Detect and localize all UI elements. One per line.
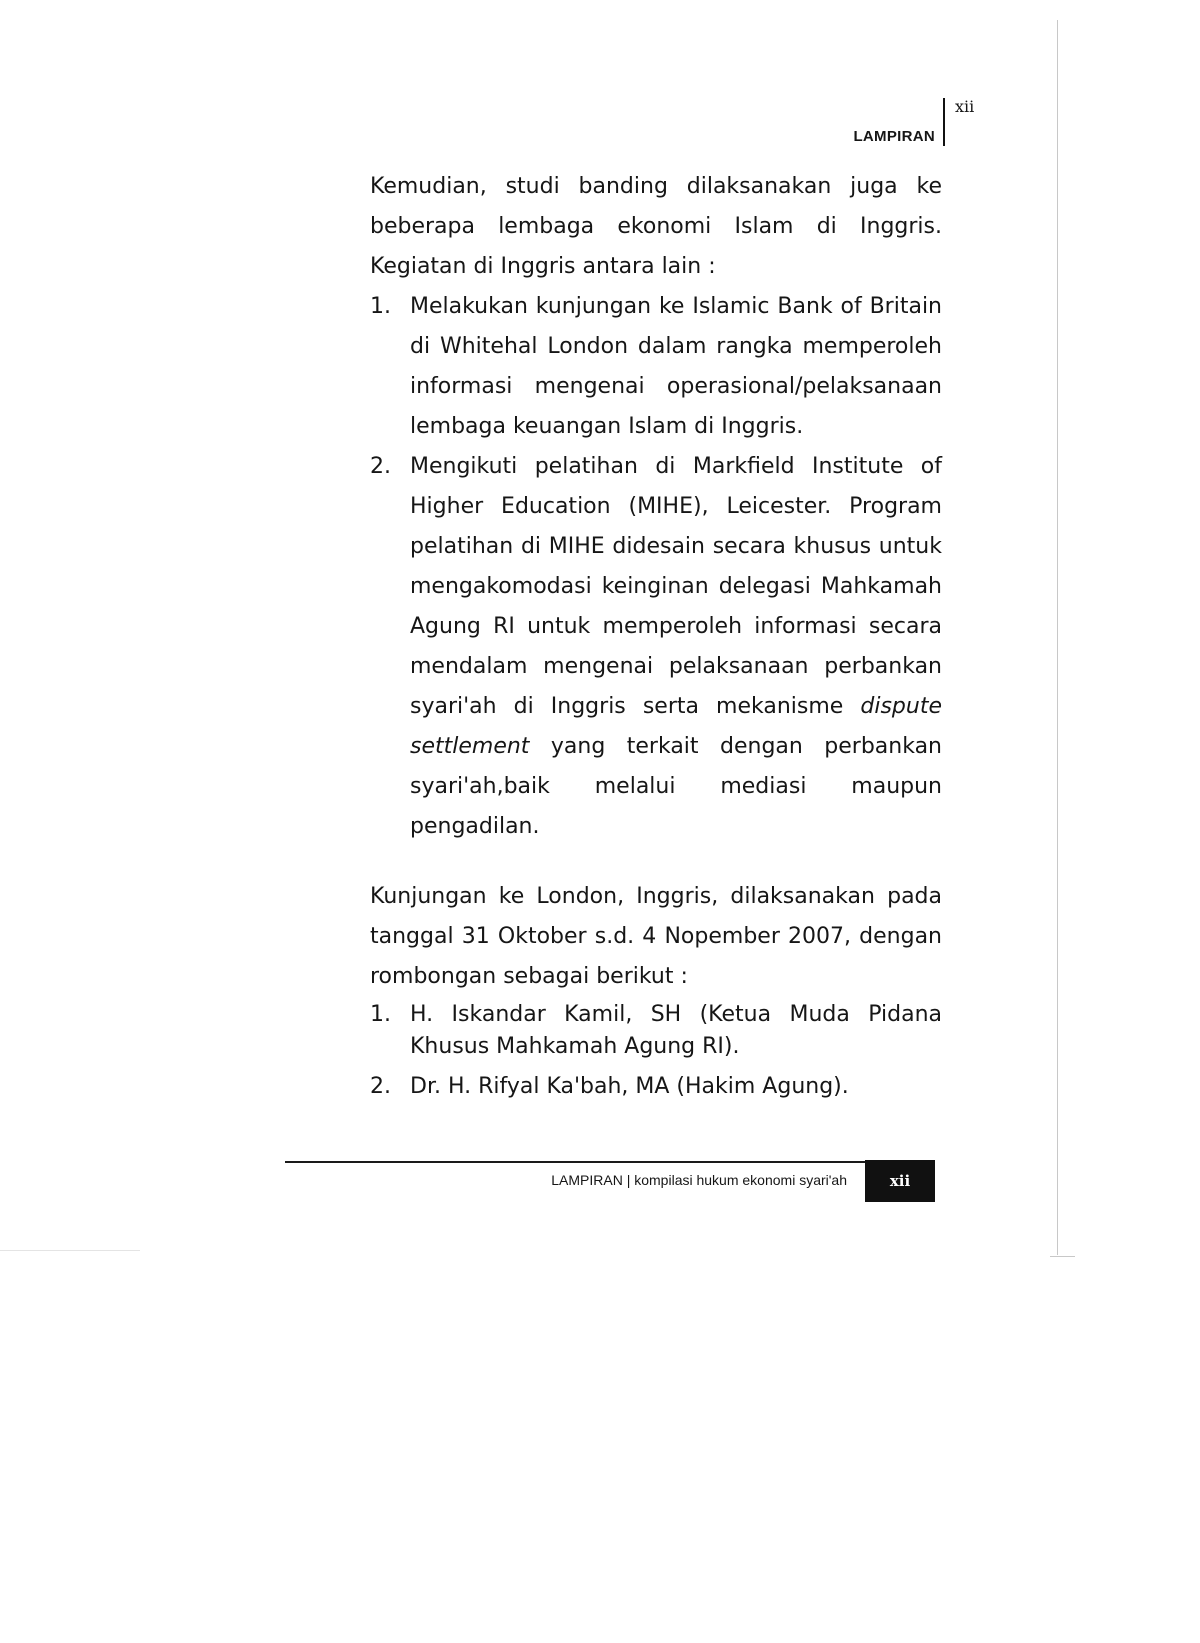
member-item-2	[370, 1067, 942, 1107]
member-text: H. Iskandar Kamil, SH (Ketua Muda Pidana Khusus Mahkamah Agung RI).	[410, 1002, 942, 1059]
member-item-1	[370, 999, 942, 1063]
visit-paragraph: Kunjungan ke London, Inggris, dilaksanakan pada tanggal 31 Oktober s.d. 4 Nopember 2007, dengan rombongan sebagai berikut :	[370, 884, 942, 989]
intro-paragraph: Kemudian, studi banding dilaksanakan juga ke beberapa lembaga ekonomi Islam di Inggris. Kegiatan di Inggris antara lain :	[370, 174, 942, 279]
member-text: Dr. H. Rifyal Ka'bah, MA (Hakim Agung).	[410, 1074, 849, 1099]
activity-text-italic: dispute settlement	[410, 694, 942, 759]
scan-edge-line-bottom	[1050, 1256, 1075, 1257]
scan-edge-line-right	[1057, 20, 1058, 1255]
activity-text	[410, 447, 942, 847]
activity-text-end: yang terkait dengan perbankan syari'ah,baik melalui mediasi maupun pengadilan.	[410, 734, 943, 839]
activity-number: 1.	[370, 294, 391, 319]
footer-page-number: xii	[865, 1160, 935, 1202]
activity-text-start: Mengikuti pelatihan di Markfield Institute of Higher Education (MIHE), Leicester. Program pelatihan di MIHE didesain secara khusus untuk mengakomodasi keinginan delegasi Mahkamah Agung RI untuk memperoleh informasi secara mendalam mengenai pelaksanaan perbankan syari'ah di Inggris serta mekanisme	[410, 454, 942, 719]
member-number: 2.	[370, 1074, 391, 1099]
activity-text: Melakukan kunjungan ke Islamic Bank of Britain di Whitehal London dalam rangka memperoleh informasi mengenai operasional/pelaksanaan lembaga keuangan Islam di Inggris.	[410, 294, 942, 439]
activity-item-2	[370, 447, 942, 847]
footer-text: LAMPIRAN | kompilasi hukum ekonomi syari'ah	[551, 1172, 847, 1188]
header-divider	[943, 98, 945, 146]
activity-item-1	[370, 287, 942, 447]
member-number: 1.	[370, 1002, 391, 1027]
activity-number: 2.	[370, 454, 391, 479]
page-body	[370, 167, 942, 1107]
header-page-number: xii	[955, 97, 975, 116]
footer-rule	[285, 1161, 865, 1163]
running-header-label: LAMPIRAN	[853, 128, 935, 145]
scan-edge-line-left	[0, 1250, 140, 1251]
